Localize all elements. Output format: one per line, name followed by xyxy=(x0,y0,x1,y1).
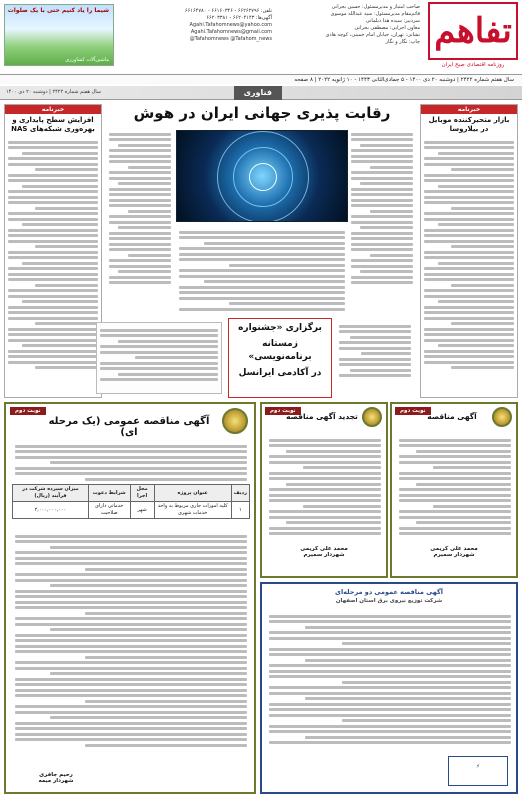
owner-line: صاحب امتیاز و مدیرمسئول: حسین بحرانی xyxy=(331,4,420,10)
renewed-tender-sig-name: محمد علی کریمی xyxy=(300,546,348,552)
cell-row-num: ۱ xyxy=(231,502,249,519)
renewed-tender-signature xyxy=(262,546,386,558)
cell-project: کلیه امورات جاری مربوط به واحد خدمات شهری xyxy=(154,502,231,519)
section-tag[interactable]: فناوری xyxy=(234,86,282,100)
left-sidebar-title[interactable]: افزایش سطح پایداری و بهره‌وری شبکه‌های NAS xyxy=(11,116,95,133)
col-header-conditions: شرایط دعوت xyxy=(88,485,130,502)
editor-line: سردبیر: سیده هدا دیلمانی xyxy=(365,18,420,24)
issue-info: سال هفتم شماره ۲۴۲۲ | دوشنبه ۲۰ دی ۱۴۰۰ xyxy=(6,89,101,95)
tender-body xyxy=(12,530,250,751)
tender-signature xyxy=(16,772,96,784)
right-sidebar xyxy=(420,104,518,398)
municipal-tender-title: آگهی مناقصه xyxy=(427,412,477,421)
cell-deposit: ۲,۰۰۰,۰۰۰,۰۰۰ xyxy=(13,502,89,519)
power-company-logo-icon: ⚡ xyxy=(448,756,508,786)
tender-badge: نوبت دوم xyxy=(10,407,46,415)
power-tender-title: آگهی مناقصه عمومی دو مرحله‌ای xyxy=(334,588,444,596)
callout-line-3: در آکادمی ایرانسل xyxy=(238,368,322,378)
management-line: معاون اجرایی: مصطفی بحرانی xyxy=(354,25,420,31)
callout-line-2: زمستانه برنامه‌نویسی» xyxy=(248,339,312,362)
renewed-tender-badge: نوبت دوم xyxy=(265,407,301,415)
ads-line: آگهی‌ها: ۶۶۲۰۴۱۴۳ - ۶۶۲۰۳۳۸۱ xyxy=(206,15,272,21)
contact-block xyxy=(185,8,272,43)
phone-line: تلفن: ۶۶۲۶۲۷۹۶ - ۶۶۱۶۰۳۴۶ - ۶۶۱۶۴۷۸۰ xyxy=(184,8,272,14)
renewed-tender-body xyxy=(266,434,384,540)
staff-block xyxy=(326,4,421,46)
left-sidebar-body xyxy=(5,136,101,374)
programming-festival-callout[interactable] xyxy=(228,318,332,398)
tender-title: آگهی مناقصه عمومی (یک مرحله ای) xyxy=(48,416,210,438)
masthead-ad-sub: ماشین‌آلات کشاورزی xyxy=(65,57,109,63)
renewed-tender-emblem-icon xyxy=(362,407,382,427)
col-header-deposit: میزان سپرده شرکت در فرآیند (ریال) xyxy=(13,485,89,502)
article-col-1 xyxy=(348,128,416,318)
masthead-ad-title: شیما را یاد کنیم حتی با یک صلوات xyxy=(7,7,109,14)
municipality-emblem-icon xyxy=(222,408,248,434)
municipal-tender-ad[interactable] xyxy=(390,402,518,578)
logo-subtitle: روزنامه اقتصادی صبح ایران xyxy=(441,62,505,68)
right-sidebar-body xyxy=(421,136,517,374)
deputy-line: قائم‌مقام مدیرمسئول: سید عبدالله موسوی xyxy=(330,11,420,17)
article-col-2 xyxy=(176,226,348,316)
municipal-tender-sig-name: محمد علی کریمی xyxy=(430,546,478,552)
email-secondary[interactable]: Agahi.Tafahomnews@gmail.com xyxy=(190,29,272,35)
callout-line-1: برگزاری «جشنواره xyxy=(238,323,322,333)
municipal-tender-signature xyxy=(392,546,516,558)
table-row xyxy=(13,502,250,519)
col-header-location: محل اجرا xyxy=(130,485,154,502)
municipal-tender-body xyxy=(396,434,514,540)
col-header-row-num: ردیف xyxy=(231,485,249,502)
left-sidebar xyxy=(4,104,102,398)
print-line: چاپ: نگار و نگار xyxy=(385,39,420,45)
power-tender-org: شرکت توزیع نیروی برق استان اصفهان xyxy=(335,598,443,604)
table-header-row xyxy=(13,485,250,502)
cell-location: شهر xyxy=(130,502,154,519)
tender-table xyxy=(12,484,250,519)
article-col-3 xyxy=(106,128,174,318)
renewed-tender-ad[interactable] xyxy=(260,402,388,578)
left-sidebar-label: خبرنامه xyxy=(5,105,101,114)
power-company-tender-ad[interactable] xyxy=(260,582,518,794)
email-primary[interactable]: Agahi.Tafahomnews@yahoo.com xyxy=(189,22,272,28)
renewed-tender-sig-title: شهردار سمیرم xyxy=(303,552,345,558)
tender-intro xyxy=(12,440,250,485)
tender-ad[interactable] xyxy=(4,402,256,794)
main-headline[interactable]: رقابت پذیری جهانی ایران در هوش xyxy=(133,104,391,122)
right-sidebar-label: خبرنامه xyxy=(421,105,517,114)
telegram-handle[interactable]: @Tafahomnews @Tafahom_news xyxy=(189,36,272,42)
dateline: سال هفتم شماره ۲۴۲۲ | دوشنبه ۲۰ دی ۱۴۰۰ - ۵ جمادی‌الثانی ۱۴۴۳ - ۱۰ ژانویه ۲۰۲۲ | ۸ صفحه xyxy=(0,74,522,84)
newspaper-logo[interactable]: تفاهم xyxy=(428,2,518,60)
right-sidebar-title[interactable]: بازار متحیرکننده موبایل در بیلاروسا xyxy=(428,116,510,133)
municipal-tender-badge: نوبت دوم xyxy=(395,407,431,415)
address-line: نشانی: تهران، خیابان امام خمینی، کوچه هادی xyxy=(325,32,420,38)
masthead xyxy=(0,0,522,84)
municipal-tender-sig-title: شهردار سمیرم xyxy=(433,552,475,558)
tender-sig-name: رحیم جافری xyxy=(39,772,73,778)
masthead-ad-image[interactable] xyxy=(4,4,114,66)
cell-conditions: خدماتی دارای صلاحیت xyxy=(88,502,130,519)
renewed-tender-title: تجدید آگهی مناقصه xyxy=(286,412,358,421)
ai-article-photo[interactable] xyxy=(176,130,348,222)
callout-body-right xyxy=(336,320,414,396)
col-header-project: عنوان پروژه xyxy=(154,485,231,502)
tender-sig-title: شهردار میمه xyxy=(38,778,74,784)
power-tender-body xyxy=(266,610,514,749)
municipal-tender-emblem-icon xyxy=(492,407,512,427)
pull-quote xyxy=(96,322,222,394)
